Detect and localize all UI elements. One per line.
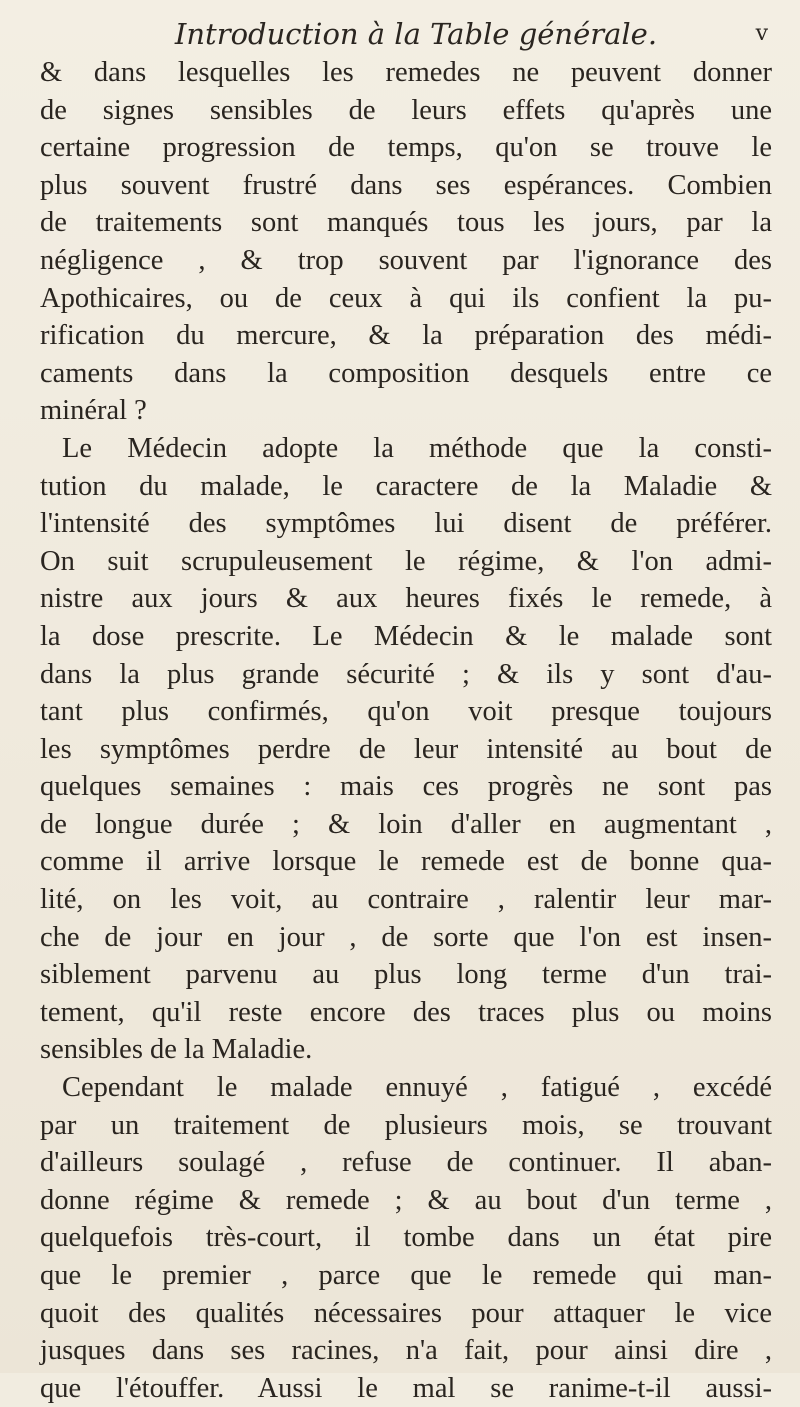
text-line: lité, on les voit, au contraire , ralentir leur mar- bbox=[40, 884, 772, 916]
text-line: caments dans la composition desquels entre ce bbox=[40, 357, 772, 389]
text-line: que l'étouffer. Aussi le mal se ranime-t-il aussi- bbox=[40, 1372, 772, 1404]
running-head bbox=[40, 14, 772, 54]
text-line: tement, qu'il reste encore des traces plus ou moins bbox=[40, 996, 772, 1028]
text-line: comme il arrive lorsque le remede est de bonne qua- bbox=[40, 846, 772, 878]
page-number: v bbox=[755, 21, 768, 46]
text-line: Cependant le malade ennuyé , fatigué , excédé bbox=[62, 1072, 772, 1104]
text-line: Apothicaires, ou de ceux à qui ils confient la pu- bbox=[40, 282, 772, 314]
text-line: de traitements sont manqués tous les jours, par la bbox=[40, 207, 772, 239]
text-line: d'ailleurs soulagé , refuse de continuer. Il aban- bbox=[40, 1147, 772, 1179]
text-line: la dose prescrite. Le Médecin & le malade sont bbox=[40, 620, 772, 652]
text-line: de longue durée ; & loin d'aller en augmentant , bbox=[40, 808, 772, 840]
text-line: rification du mercure, & la préparation des médi- bbox=[40, 320, 772, 352]
text-line: dans la plus grande sécurité ; & ils y sont d'au- bbox=[40, 658, 772, 690]
text-line: tant plus confirmés, qu'on voit presque toujours bbox=[40, 696, 772, 728]
text-line: de signes sensibles de leurs effets qu'après une bbox=[40, 94, 772, 126]
text-line: & dans lesquelles les remedes ne peuvent donner bbox=[40, 57, 772, 88]
text-line: plus souvent frustré dans ses espérances. Combien bbox=[40, 169, 772, 201]
body-text bbox=[40, 54, 772, 1407]
text-line: quoit des qualités nécessaires pour attaquer le vice bbox=[40, 1297, 772, 1329]
text-line: certaine progression de temps, qu'on se trouve le bbox=[40, 132, 772, 164]
text-line: tution du malade, le caractere de la Maladie & bbox=[40, 470, 772, 502]
text-line: l'intensité des symptômes lui disent de préférer. bbox=[40, 508, 772, 540]
text-line: nistre aux jours & aux heures fixés le remede, à bbox=[40, 583, 772, 615]
text-line: Le Médecin adopte la méthode que la consti- bbox=[62, 432, 772, 464]
text-line: jusques dans ses racines, n'a fait, pour ainsi dire , bbox=[40, 1335, 772, 1367]
text-line: par un traitement de plusieurs mois, se trouvant bbox=[40, 1109, 772, 1141]
text-line: siblement parvenu au plus long terme d'un trai- bbox=[40, 959, 772, 991]
text-line: donne régime & remede ; & au bout d'un terme , bbox=[40, 1184, 772, 1216]
text-line: che de jour en jour , de sorte que l'on est insen- bbox=[40, 921, 772, 953]
text-line: que le premier , parce que le remede qui man- bbox=[40, 1260, 772, 1291]
text-line: quelques semaines : mais ces progrès ne sont pas bbox=[40, 771, 772, 803]
running-head-title: Introduction à la Table générale. bbox=[174, 17, 658, 51]
text-line: négligence , & trop souvent par l'ignorance des bbox=[40, 244, 772, 276]
text-line: On suit scrupuleusement le régime, & l'on admi- bbox=[40, 545, 772, 577]
text-line: quelquefois très-court, il tombe dans un état pire bbox=[40, 1222, 772, 1254]
text-line: les symptômes perdre de leur intensité au bout de bbox=[40, 733, 772, 765]
text-line: minéral ? bbox=[40, 395, 147, 427]
text-line: sensibles de la Maladie. bbox=[40, 1034, 313, 1066]
